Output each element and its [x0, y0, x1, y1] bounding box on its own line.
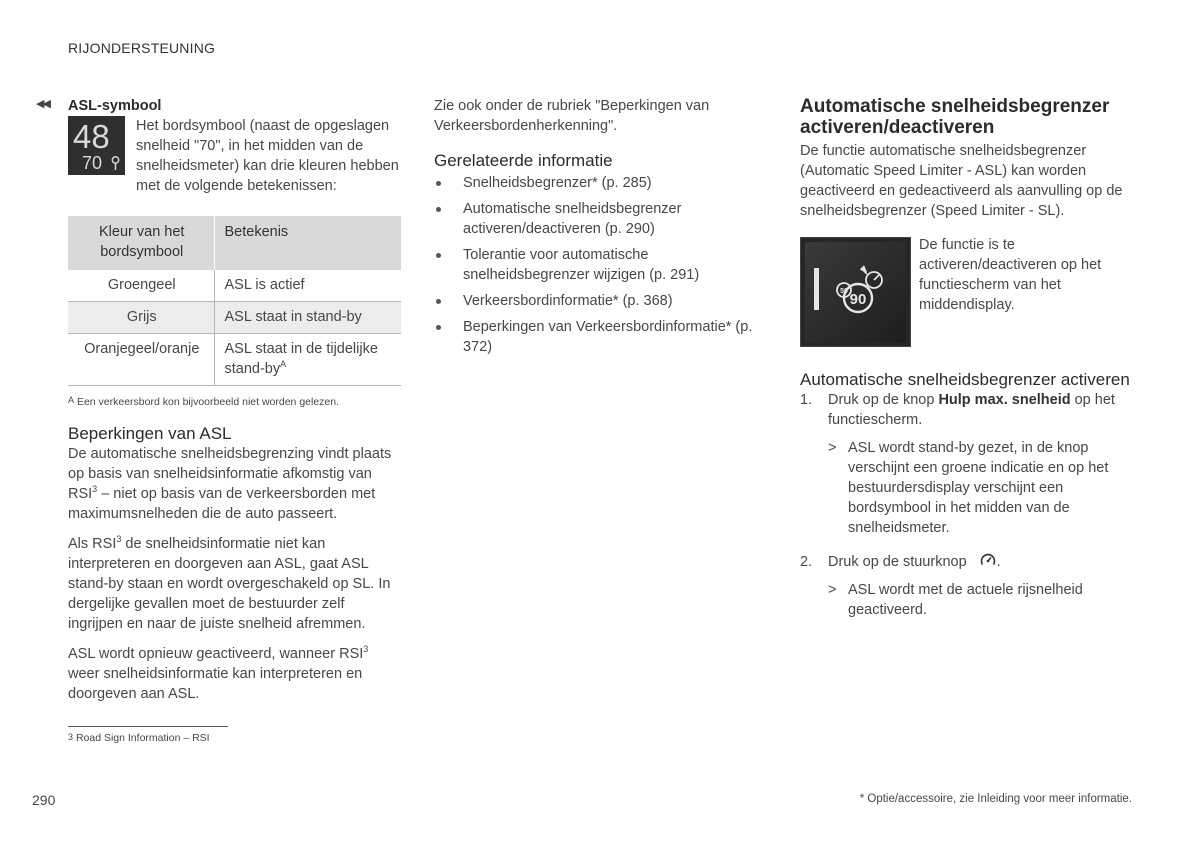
table-cell: ASL is actief — [214, 270, 401, 302]
table-cell — [214, 334, 401, 386]
footnote-divider — [68, 726, 228, 727]
table-row — [68, 302, 401, 334]
table-cell: ASL staat in stand-by — [214, 302, 401, 334]
related-link[interactable]: Tolerantie voor automatische snelheidsbegrenzer wijzigen (p. 291) — [434, 245, 768, 285]
sign-row — [68, 116, 401, 196]
footnote-3 — [68, 732, 210, 744]
related-link[interactable]: Verkeersbordinformatie* (p. 368) — [434, 291, 768, 311]
speed-sign-image — [68, 116, 125, 175]
pin-icon — [111, 156, 120, 170]
footnote-text: Een verkeersbord kon bijvoorbeeld niet worden gelezen. — [76, 396, 340, 408]
color-meaning-table — [68, 216, 401, 386]
table-cell-text: ASL staat in de tijdelijke stand-by — [224, 341, 378, 377]
column-right — [800, 96, 1135, 630]
related-list — [434, 173, 768, 357]
table-cell: Grijs — [68, 302, 214, 334]
asl-button-illustration — [801, 238, 910, 346]
related-link[interactable]: Beperkingen van Verkeersbordinformatie* (p. 372) — [434, 317, 768, 357]
section-intro: De functie automatische snelheidsbegrenzer (Automatic Speed Limiter - ASL) kan worden geactiveerd en gedeactiveerd als aanvulling op de snelheidsbegrenzer (Speed Limiter - SL). — [800, 143, 1123, 219]
sign-set-speed: 70 — [82, 153, 103, 173]
step-2-result — [828, 580, 1135, 620]
step-2: 2. Druk op de stuurknop . > ASL wordt met de actuele rijsnelheid geactiveerd. — [800, 552, 1135, 620]
result-marker: > — [828, 582, 837, 598]
page-header: RIJONDERSTEUNING — [68, 40, 216, 56]
continuation-icon: ◀◀ — [36, 98, 49, 110]
display-image-row — [800, 237, 1135, 347]
sign-description: Het bordsymbool (naast de opgeslagen snelheid "70", in het midden van de snelheidsmeter) kan drie kleuren hebben met de volgende betekenissen: — [136, 118, 399, 194]
result-text: ASL wordt stand-by gezet, in de knop verschijnt een groene indicatie en op het bestuurdersdisplay verschijnt een bordsymbool in het midden van de snelheidsmeter. — [848, 440, 1109, 536]
limits-paragraph-2: Als RSI$^3$ de snelheidsinformatie niet kan interpreteren en doorgeven aan ASL, gaat ASL stand-by staan en wordt overgeschakeld op SL. In dergelijke gevallen moet de bestuurder zelf ingrijpen en naar de juiste snelheid afremmen. — [68, 534, 391, 632]
step-1-result — [828, 438, 1135, 538]
steering-speed-icon — [979, 552, 997, 568]
table-row — [68, 334, 401, 386]
steps-list — [800, 390, 1135, 620]
column-left — [68, 96, 401, 704]
limits-paragraph-3: ASL wordt opnieuw geactiveerd, wanneer RSI$^3$ weer snelheidsinformatie kan interpreteren en doorgeven aan ASL. — [68, 644, 369, 702]
table-header-color: Kleur van het bordsymbool — [68, 216, 214, 270]
table-header-meaning: Betekenis — [214, 216, 401, 270]
button-name: Hulp max. snelheid — [938, 392, 1071, 408]
activate-heading: Automatische snelheidsbegrenzer activeren — [800, 370, 1130, 389]
related-info-heading: Gerelateerde informatie — [434, 151, 613, 170]
table-footnote — [68, 395, 401, 409]
step-number: 2. — [800, 554, 813, 570]
page-number: 290 — [32, 792, 56, 808]
result-marker: > — [828, 440, 837, 456]
column-middle — [434, 96, 768, 363]
section-heading: Automatische snelheidsbegrenzer activeren/deactiveren — [800, 96, 1110, 138]
step-1: 1. Druk op de knop Hulp max. snelheid op het functiescherm. > ASL wordt stand-by gezet, in de knop verschijnt een groene indicatie en op het bestuurdersdisplay verschijnt een bordsymbool in het midden van de snelheidsmeter. — [800, 390, 1135, 538]
step-number: 1. — [800, 392, 813, 408]
limits-heading: Beperkingen van ASL — [68, 424, 232, 443]
result-text: ASL wordt met de actuele rijsnelheid geactiveerd. — [848, 582, 1083, 618]
table-row — [68, 270, 401, 302]
table-cell: Oranjegeel/oranje — [68, 334, 214, 386]
related-link[interactable]: Automatische snelheidsbegrenzer activeren/deactiveren (p. 290) — [434, 199, 768, 239]
table-cell: Groengeel — [68, 270, 214, 302]
asl-symbol-heading: ASL-symbool — [68, 98, 162, 114]
see-also-text: Zie ook onder de rubriek "Beperkingen van Verkeersbordenherkenning". — [434, 98, 710, 134]
footnote-text: Road Sign Information – RSI — [75, 732, 210, 744]
sign-current-speed: 48 — [73, 118, 110, 155]
display-small-label: 50 — [840, 288, 848, 295]
footnote-marker: A — [68, 395, 75, 405]
center-display-image — [800, 237, 911, 347]
footnote-marker: 3 — [68, 732, 74, 742]
footer-note: * Optie/accessoire, zie Inleiding voor meer informatie. — [859, 793, 1132, 805]
image-caption: De functie is te activeren/deactiveren op het functiescherm van het middendisplay. — [919, 237, 1102, 313]
related-link[interactable]: Snelheidsbegrenzer* (p. 285) — [434, 173, 768, 193]
limits-paragraph-1: De automatische snelheidsbegrenzing vindt plaats op basis van snelheidsinformatie afkomstig van RSI$^3$ – niet op basis van de verkeersborden met maximumsnelheden die de auto passeert. — [68, 446, 392, 522]
footnote-ref: A — [280, 359, 287, 369]
display-speed-label: 90 — [849, 291, 867, 308]
